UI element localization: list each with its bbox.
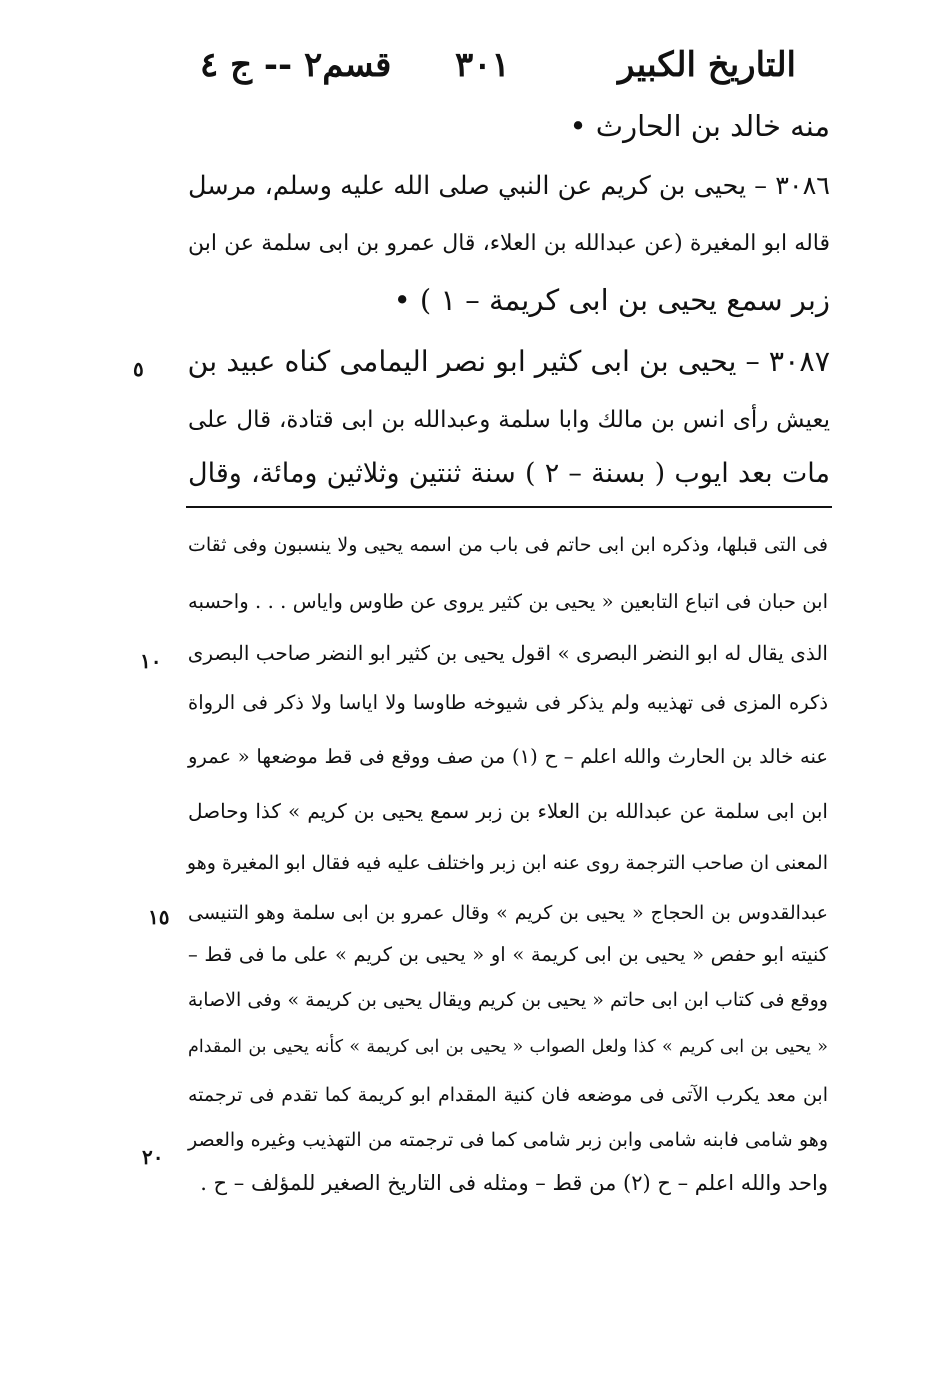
main-text-line: مات بعد ايوب ( بسنة – ٢ ) سنة ثنتين وثلاثين ومائة، وقال — [188, 458, 830, 489]
margin-line-number: ٥ — [133, 357, 144, 381]
page-number: ٣٠١ — [455, 45, 510, 85]
footnote-line: ووقع فى كتاب ابن ابى حاتم « يحيى بن كريم ويقال يحيى بن كريمة » وفى الاصابة — [187, 989, 828, 1011]
footnote-line: عبدالقدوس بن الحجاج « يحيى بن كريم » وقال عمرو بن ابى سلمة وهو التنيسى — [188, 902, 828, 924]
main-text-line: منه خالد بن الحارث • — [569, 109, 830, 143]
entry-3087-line: ٣٠٨٧ – يحيى بن ابى كثير ابو نصر اليمامى كناه عبيد بن — [187, 345, 830, 378]
margin-line-number: ١٠ — [140, 649, 162, 673]
footnote-line: كنيته ابو حفص « يحيى بن ابى كريمة » او « يحيى بن كريم » على ما فى قط – — [188, 943, 828, 966]
section-label: قسم٢ -- ج ٤ — [200, 45, 392, 85]
book-title: التاريخ الكبير — [618, 45, 796, 85]
footnote-line: الذى يقال له ابو النضر البصرى » اقول يحيى بن كثير ابو النضر صاحب البصرى — [187, 641, 828, 665]
footnote-separator — [186, 506, 832, 508]
footnote-line: عنه خالد بن الحارث والله اعلم – ح (١) من صف ووقع فى قط موضعها « عمرو — [188, 745, 828, 768]
main-text-line: قاله ابو المغيرة (عن عبدالله بن العلاء، قال عمرو بن ابى سلمة عن ابن — [188, 231, 830, 256]
footnote-line: المعنى ان صاحب الترجمة روى عنه ابن زبر واختلف عليه فيه فقال ابو المغيرة وهو — [186, 852, 828, 874]
footnote-line: واحد والله اعلم – ح (٢) من قط – ومثله فى التاريخ الصغير للمؤلف – ح . — [200, 1171, 828, 1195]
entry-3086-line: ٣٠٨٦ – يحيى بن كريم عن النبي صلى الله عليه وسلم، مرسل — [188, 171, 830, 201]
main-text-line: زبر سمع يحيى بن ابى كريمة – ١ ) • — [393, 283, 830, 317]
main-text-line: يعيش رأى انس بن مالك وابا سلمة وعبدالله بن ابى قتادة، قال على — [188, 407, 830, 433]
footnote-line: « يحيى بن ابى كريم » كذا ولعل الصواب « يحيى بن ابى كريمة » كأنه يحيى بن المقدام — [188, 1037, 828, 1057]
footnote-line: ابن ابى سلمة عن عبدالله بن العلاء بن زبر سمع يحيى بن كريم » كذا وحاصل — [188, 799, 828, 823]
footnote-line: ابن حبان فى اتباع التابعين « يحيى بن كثير يروى عن طاوس واياس . . . واحسبه — [188, 590, 828, 613]
footnote-line: ذكره المزى فى تهذيبه ولم يذكر فى شيوخه طاوسا ولا اياسا ولا ذكر فى الرواة — [188, 691, 828, 714]
footnote-line: وهو شامى فابنه شامى وابن زبر شامى كما فى ترجمته من التهذيب وغيره والعصر — [188, 1129, 828, 1151]
margin-line-number: ٢٠ — [142, 1145, 164, 1169]
footnote-line: ابن معد يكرب الآتى فى موضعه فان كنية المقدام ابو كريمة كما تقدم فى ترجمته — [188, 1084, 828, 1106]
margin-line-number: ١٥ — [148, 905, 170, 929]
footnote-line: فى التى قبلها، وذكره ابن ابى حاتم فى باب من اسمه يحيى ولا ينسبون وفى ثقات — [188, 534, 828, 556]
